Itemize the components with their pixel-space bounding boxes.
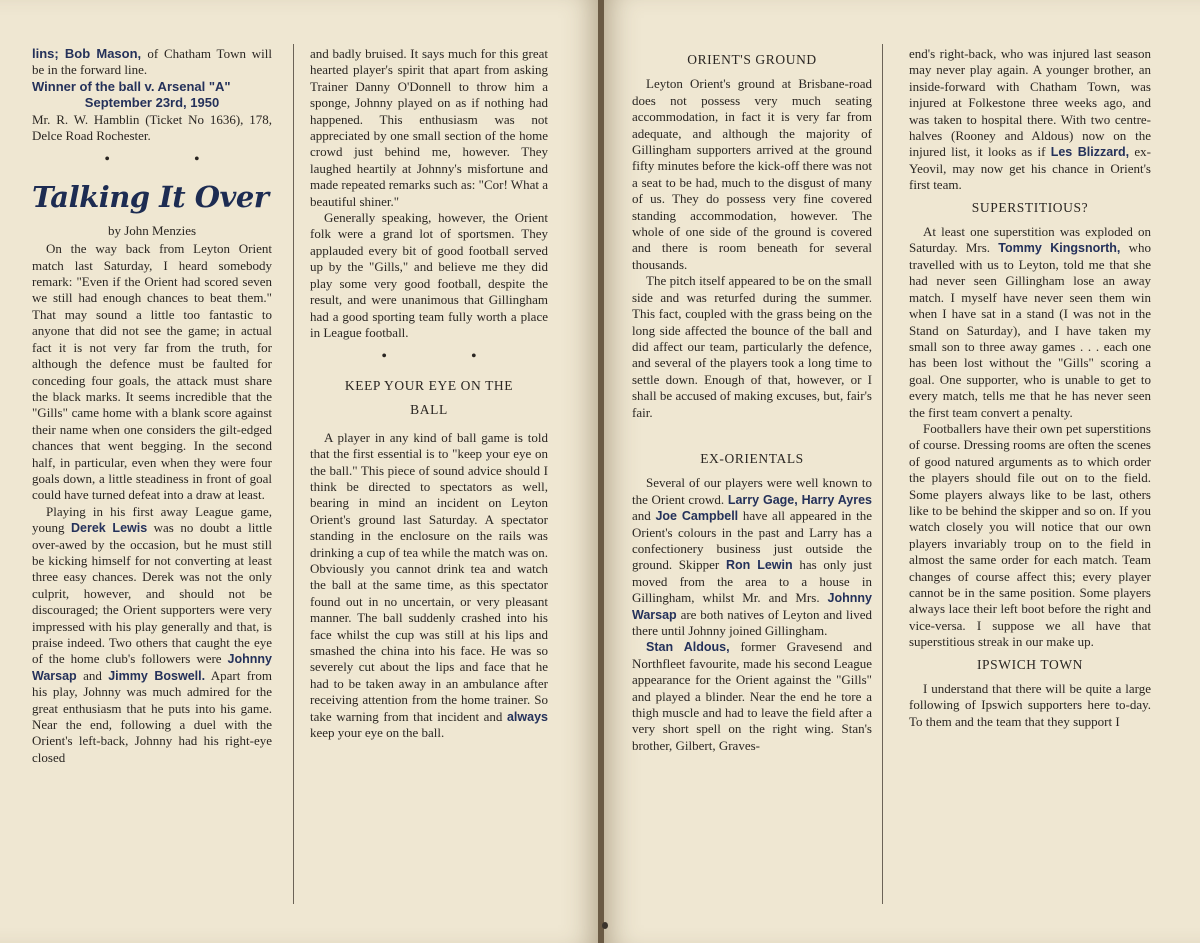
separator-dots: • • (104, 151, 240, 169)
bold-name: Johnny Warsap (32, 652, 272, 683)
section-heading-keep-your-eye: KEEP YOUR EYE ON THE BALL (344, 377, 514, 417)
winner-date: September 23rd, 1950 (84, 95, 220, 111)
paragraph (310, 46, 548, 210)
left-column-2 (310, 46, 548, 741)
section-heading-ex-orientals: EX-ORIENTALS (700, 450, 804, 466)
announcement-line (32, 46, 272, 79)
text-run: are both natives of Leyton and lived there until Johnny joined Gillingham. (632, 606, 872, 638)
winner-announcement (32, 46, 272, 95)
bold-name: Larry Gage, Harry Ayres (727, 492, 872, 507)
announcement-line (32, 79, 272, 95)
text-run: Generally speaking, however, the Orient folk were a grand lot of sportsmen. They applauded every bit of good football served up by the "Gills," and believe me they did play some very good football, despite the result, and were unanimous that Gillingham had a good sporting team fully worth a place in League football. (310, 210, 548, 340)
section-body-ex-orientals (632, 475, 872, 754)
text-run: Footballers have their own pet superstitions of course. Dressing rooms are often the scenes of good natured arguments as to which order the players should file out on to the field. Some players always like to be last, others like to be behind the skipper and so on. If you watch closely you will notice that our own players invariably troup on to the field in almost the same order for each match. Team changes of course affect this; every player cannot be in the same position. Some players always lace their left boot before the right and vice-versa. I suppose we all have that superstitious streak in our make up. (909, 420, 1151, 650)
text-run: ex-Yeovil, may now get his chance in Orient's first team. (909, 144, 1151, 193)
text-run: and (76, 667, 109, 683)
text-run: was no doubt a little over-awed by the occasion, but he must still be kicking himself for not converting at least three easy chances. Derek was not the only culprit, however, and should not be discouraged; the Orient supporters were very impressed with his play generally and that, is praise indeed. Two others that caught the eye of the home club's followers were (32, 520, 272, 667)
staple-mark (602, 922, 608, 929)
bold-name: Jimmy Boswell. (108, 668, 206, 683)
bold-name: Ron Lewin (725, 558, 793, 573)
article-continuation (310, 46, 548, 341)
paragraph (909, 224, 1151, 421)
section-heading-superstitious: SUPERSTITIOUS? (971, 199, 1089, 215)
paragraph (310, 430, 548, 742)
section-body-orients-ground (632, 76, 872, 421)
article-body (32, 241, 272, 766)
text-run: A player in any kind of ball game is told that the first essential is to "keep your eye on the ball." This piece of sound advice should I think be directed to spectators as well, bearing in mind an incident on Leyton Orient's ground last Saturday. A spectator standing in the enclosure on the rails was drinking a cup of tea while the match was on. Obviously you cannot drink tea and watch the ball at the same time, as this spectator found out in no uncertain, or very pleasant manner. The ball suddenly crashed into his face whilst the cup was still at his lips and smashed the china into his face. He was so severely cut about the lips and face that he had to be taken away in an ambulance after receiving attention from the home trainer. So take warning from that incident and (310, 429, 548, 724)
column-rule (882, 44, 883, 904)
right-column-2 (909, 46, 1151, 730)
left-page (0, 0, 598, 943)
bold-name: Derek Lewis (70, 521, 148, 536)
left-column-1 (32, 46, 272, 766)
section-body-keep-your-eye (310, 430, 548, 742)
bold-name: Stan Aldous, (646, 640, 730, 655)
text-run: has only just moved from the area to a house in Gillingham, whilst Mr. and Mrs. (632, 557, 872, 606)
bold-name: always (506, 709, 548, 724)
right-page (604, 0, 1200, 943)
text-run: keep your eye on the ball. (310, 725, 445, 741)
bold-name: Tommy Kingsnorth, (998, 241, 1121, 256)
text-run: end's right-back, who was injured last season may never play again. A younger brother, an inside-forward with Chatham Town, was injured at Folkestone three weeks ago, and was taken to hospital there. With two centre-halves (Rooney and Aldous) now on the injured list, it looks as if (909, 46, 1151, 160)
text-run: have all appeared in the Orient's colours in the past and Larry has a confectionery business just outside the ground. Skipper (632, 508, 872, 573)
section-body-ipswich-town (909, 681, 1151, 730)
bold-name: Les Blizzard, (1050, 145, 1130, 160)
paragraph (632, 273, 872, 421)
section-heading-orients-ground: ORIENT'S GROUND (687, 52, 817, 67)
section-continuation (909, 46, 1151, 194)
right-column-1 (632, 46, 872, 754)
paragraph (310, 210, 548, 341)
text-run: Playing in his first away League game, young (32, 503, 272, 536)
paragraph (909, 46, 1151, 194)
text-run: On the way back from Leyton Orient match last Saturday, I heard somebody remark: "Even if the Orient had scored seven we still had enough chances to beat them." That may sound a little too fantastic to anyone that did not see the game; in actual fact it is not very far from the truth, for although the defence must be faulted for conceding four goals, the attack must share the black marks. It seems incredible that the "Gills" came home with a blank score against their name when one considers the gilt-edged chances that went begging. In the second half, in particular, even when they were four goals down, a little steadiness in front of goal could have turned defeat into a draw at least. (32, 241, 272, 503)
paragraph (909, 421, 1151, 651)
bold-name: Johnny Warsap (632, 591, 872, 622)
paragraph (32, 241, 272, 504)
text-run: Leyton Orient's ground at Brisbane-road does not possess very much seating accommodation, in fact it is very far from adequate, and although the majority of Gillingham supporters arrived at the ground fifty minutes before the kick-off there was not a seat to be had, much to the disgust of many of us. They do possess very fine covered standing accommodation, however. The whole of one side of the ground is covered and there is room beneath for several thousands. (632, 76, 872, 272)
bold-name: Bob Mason, (64, 46, 148, 61)
text-run: At least one superstition was exploded on Saturday. Mrs. (909, 224, 1151, 256)
text-run: I understand that there will be quite a large following of Ipswich supporters here to-day. To them and the team that they support I (909, 681, 1151, 729)
byline: by John Menzies (107, 222, 197, 238)
text-run: and badly bruised. It says much for this great hearted player's spirit that apart from asking Trainer Danny O'Donnell to throw him a sponge, Johnny played on as if nothing had happened. This enthusiasm was not appreciated by one small section of the home crowd just behind me, however. They laughed heartily at Johnny's misfortune and made repeated remarks such as: "Cor! What a beautiful shiner." (310, 46, 548, 209)
text-run: The pitch itself appeared to be on the small side and was returfed during the summer. This fact, coupled with the grass being on the long side affected the bounce of the ball and did affect our team, particularly the defence, and several of the players took a long time to settle down. Enough of that, however, or I shall be accused of making excuses, but, fair's fair. (632, 273, 872, 420)
text-run: former Gravesend and Northfleet favourite, made his second League appearance for the Orient against the "Gills" and played a blinder. Near the end he tore a thigh muscle and had to leave the field after a very short spell on the right wing. Stan's brother, Gilbert, Graves- (632, 639, 872, 753)
section-heading-ipswich-town: IPSWICH TOWN (976, 656, 1084, 672)
separator-dots: • • (381, 348, 517, 366)
winner-name: Mr. R. W. Hamblin (Ticket No 1636), 178, Delce Road Rochester. (32, 111, 272, 144)
section-body-superstitious (909, 224, 1151, 651)
bold-name: lins; (32, 46, 65, 61)
text-run: Several of our players were well known to the Orient crowd. (632, 475, 872, 507)
paragraph (632, 639, 872, 754)
text-run: Apart from his play, Johnny was much admired for the great enthusiasm that he puts into his game. Near the end, following a duel with the Orient's left-back, Johnny had his right-eye closed (32, 667, 272, 765)
paragraph (909, 681, 1151, 730)
paragraph (632, 475, 872, 639)
column-rule (293, 44, 294, 904)
bold-name: Joe Campbell (655, 509, 739, 524)
text-run: of Chatham Town will be in the forward line. (32, 46, 273, 78)
paragraph (632, 76, 872, 273)
text-run: and (632, 508, 656, 524)
paragraph (32, 504, 272, 767)
bold-name: Winner of the ball v. Arsenal "A" (32, 78, 231, 94)
article-title: Talking It Over (32, 179, 269, 214)
text-run: who travelled with us to Leyton, told me that she had never seen Gillingham lose an away match. I myself have never seen them win when I have sat in a stand (I was not in the Stand on Saturday), and I have taken my small son to three away games . . . each one has been lost without the "Gills" scoring a goal. One supporter, who is unable to get to every match, tells me that he has never seen the first team convert a penalty. (909, 240, 1151, 420)
